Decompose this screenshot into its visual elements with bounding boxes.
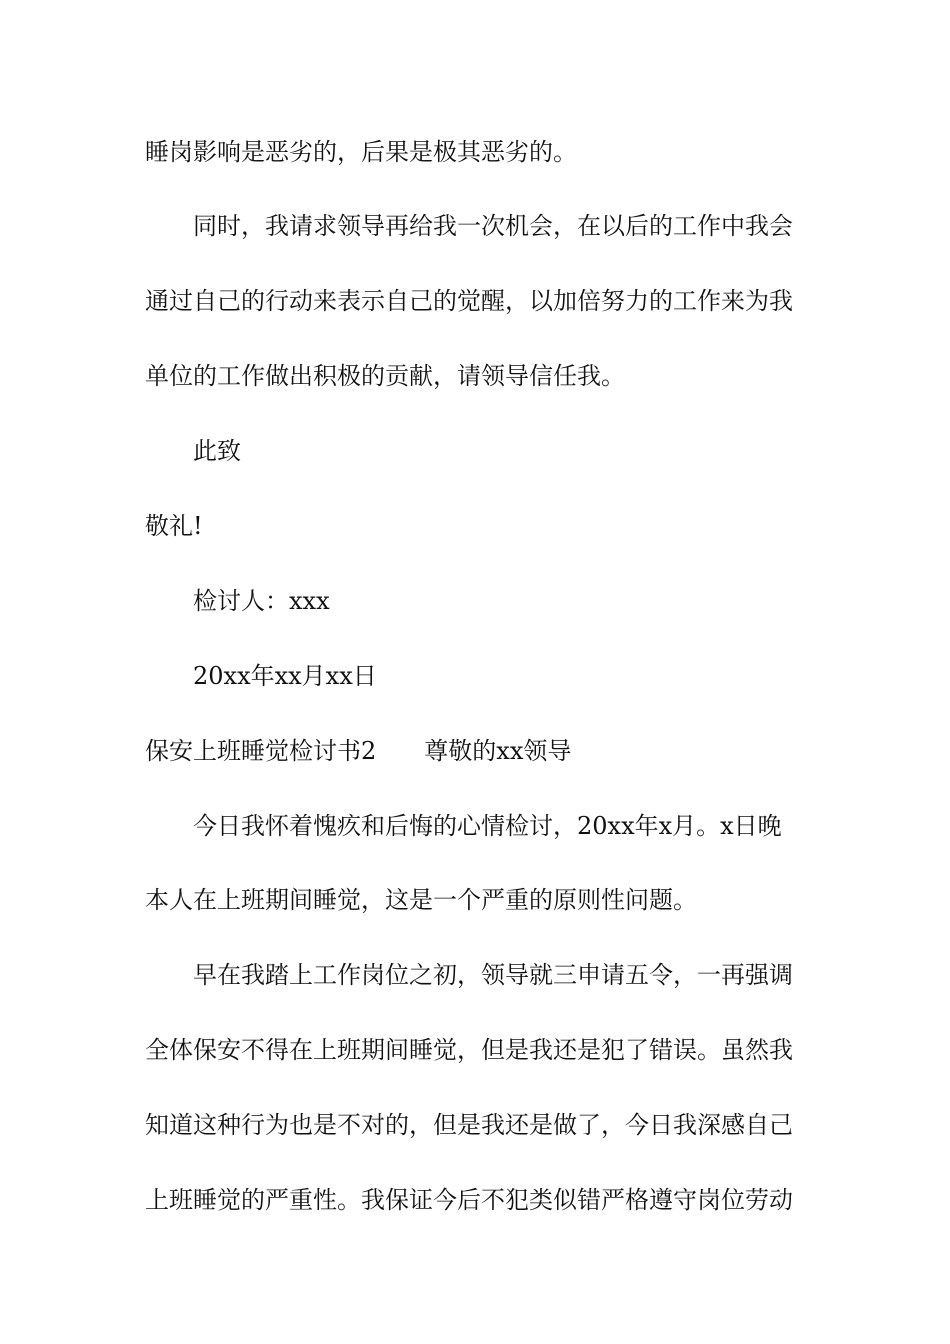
signature-author: 检讨人：xxx <box>193 587 330 615</box>
paragraph-line: 通过自己的行动来表示自己的觉醒，以加倍努力的工作来为我 <box>145 287 793 315</box>
paragraph-line: 同时，我请求领导再给我一次机会，在以后的工作中我会 <box>193 212 793 240</box>
paragraph-line: 上班睡觉的严重性。我保证今后不犯类似错严格遵守岗位劳动 <box>145 1186 793 1214</box>
salutation: 尊敬的xx领导 <box>424 737 572 765</box>
paragraph-line: 全体保安不得在上班期间睡觉，但是我还是犯了错误。虽然我 <box>145 1036 793 1064</box>
closing-salute: 敬礼! <box>145 512 203 540</box>
paragraph-line: 知道这种行为也是不对的，但是我还是做了，今日我深感自己 <box>145 1111 793 1139</box>
signature-date: 20xx年xx月xx日 <box>193 662 377 690</box>
paragraph-line: 早在我踏上工作岗位之初，领导就三申请五令，一再强调 <box>193 961 793 989</box>
paragraph-line: 今日我怀着愧疚和后悔的心情检讨，20xx年x月。x日晚 <box>193 812 782 840</box>
section-heading-row <box>145 736 571 766</box>
closing-phrase: 此致 <box>193 437 241 465</box>
paragraph-line: 睡岗影响是恶劣的，后果是极其恶劣的。 <box>145 138 577 166</box>
paragraph-line: 本人在上班期间睡觉，这是一个严重的原则性问题。 <box>145 886 697 914</box>
section-title: 保安上班睡觉检讨书2 <box>145 737 377 765</box>
paragraph-line: 单位的工作做出积极的贡献，请领导信任我。 <box>145 362 625 390</box>
